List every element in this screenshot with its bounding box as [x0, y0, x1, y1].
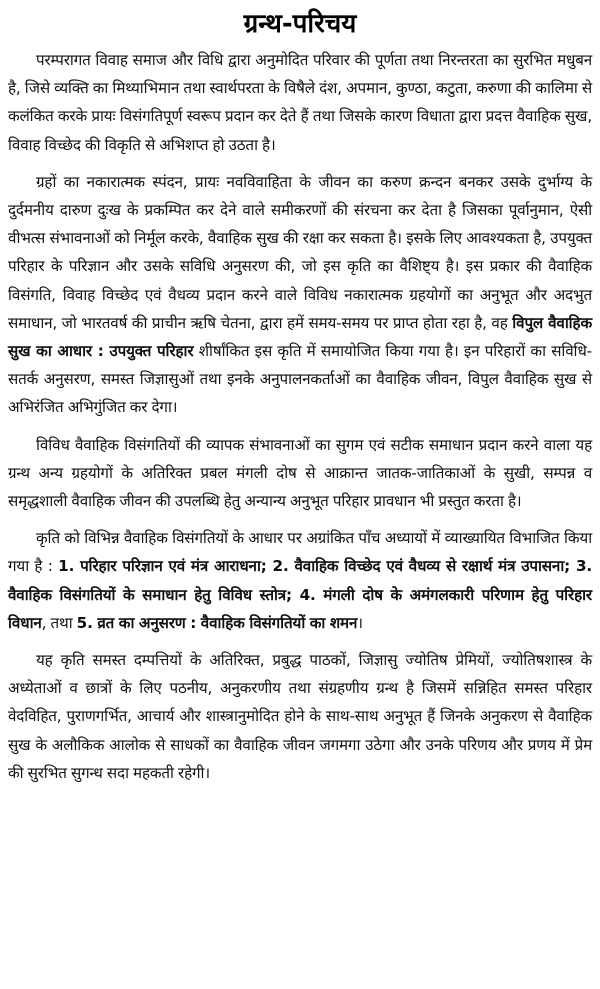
book-title-bold: विपुल वैवाहिक सुख का आधार : उपयुक्त परिहार	[8, 313, 592, 361]
paragraph-4-intro: कृति को विभिन्न वैवाहिक विसंगतियों के आधार पर अग्रांकित पाँच अध्यायों में व्याख्यायित विभाजित किया गया है :	[8, 529, 592, 576]
paragraph-4-separator: , तथा	[41, 613, 77, 632]
chapter-5-bold: 5. व्रत का अनुसरण : वैवाहिक विसंगतियों का शमन	[76, 613, 358, 632]
paragraph-4-end: ।	[357, 613, 363, 632]
paragraph-2-text-b: शीर्षांकित इस कृति में समायोजित किया गया है। इन परिहारों का सविधि-सतर्क अनुसरण, समस्त जिज्ञासुओं तथा इनके अनुपालनकर्ताओं का वैवाहिक जीवन, विपुल वैवाहिक सुख से अभिरंजित अभिगुंजित कर देगा।	[8, 342, 592, 417]
paragraph-4	[8, 524, 592, 637]
paragraph-2-text-a: ग्रहों का नकारात्मक स्पंदन, प्रायः नवविवाहिता के जीवन का करुण क्रन्दन बनकर उसके दुर्भाग्य के दुर्दमनीय दारुण दुःख के प्रकम्पित कर देने वाले समीकरणों की संरचना कर देता है जिसका पूर्वानुमान, ऐसी वीभत्स संभावनाओं को निर्मूल करके, वैवाहिक सुख की रक्षा कर सकता है। इसके लिए आवश्यकता है, उपयुक्त परिहार के परिज्ञान और उसके सविधि अनुसरण की, जो इस कृति का वैशिष्ट्य है। इस प्रकार की वैवाहिक विसंगति, विवाह विच्छेद एवं वैधव्य प्रदान करने वाले विविध नकारात्मक ग्रहयोगों का अनुभूत और अदभुत समाधान, जो भारतवर्ष की प्राचीन ऋषि चेतना, द्वारा हमें समय-समय पर प्राप्त होता रहा है, वह	[8, 172, 592, 332]
paragraph-1: परम्परागत विवाह समाज और विधि द्वारा अनुमोदित परिवार की पूर्णता तथा निरन्तरता का सुरभित मधुबन है, जिसे व्यक्ति का मिथ्याभिमान तथा स्वार्थपरता के विषैले दंश, अपमान, कुण्ठा, कटुता, करुणा की कालिमा से कलंकित करके प्रायः विसंगतिपूर्ण स्वरूप प्रदान कर देते हैं तथा जिसके कारण विधाता द्वारा प्रदत्त वैवाहिक सुख, विवाह विच्छेद की विकृति से अभिशप्त हो उठता है।	[8, 51, 592, 154]
page-title: ग्रन्थ-परिचय	[243, 9, 357, 39]
chapters-1-4-bold: 1. परिहार परिज्ञान एवं मंत्र आराधना; 2. वैवाहिक विच्छेद एवं वैधव्य से रक्षार्थ मंत्र उपासना; 3. वैवाहिक विसंगतियों के समाधान हेतु विविध स्तोत्र; 4. मंगली दोष के अमंगलकारी परिणाम हेतु परिहार विधान	[8, 557, 592, 632]
paragraph-5: यह कृति समस्त दम्पत्तियों के अतिरिक्त, प्रबुद्ध पाठकों, जिज्ञासु ज्योतिष प्रेमियों, ज्योतिषशास्त्र के अध्येताओं व छात्रों के लिए पठनीय, अनुकरणीय तथा संग्रहणीय ग्रन्थ है जिसमें सन्निहित समस्त परिहार वेदविहित, पुराणगर्भित, आचार्य और शास्त्रानुमोदित होने के साथ-साथ अनुभूत हैं जिनके अनुकरण से वैवाहिक सुख के अलौकिक आलोक से साधकों का वैवाहिक जीवन जगमगा उठेगा और उनके परिणय और प्रणय में प्रेम की सुरभित सुगन्ध सदा महकती रहेगी।	[8, 651, 592, 782]
paragraph-2	[8, 168, 592, 422]
paragraph-3: विविध वैवाहिक विसंगतियों की व्यापक संभावनाओं का सुगम एवं सटीक समाधान प्रदान करने वाला यह ग्रन्थ अन्य ग्रहयोगों के अतिरिक्त प्रबल मंगली दोष से आक्रान्त जातक-जातिकाओं के सुखी, सम्पन्न व समृद्धशाली वैवाहिक जीवन की उपलब्धि हेतु अन्यान्य अनुभूत परिहार प्रावधान भी प्रस्तुत करता है।	[8, 435, 592, 511]
